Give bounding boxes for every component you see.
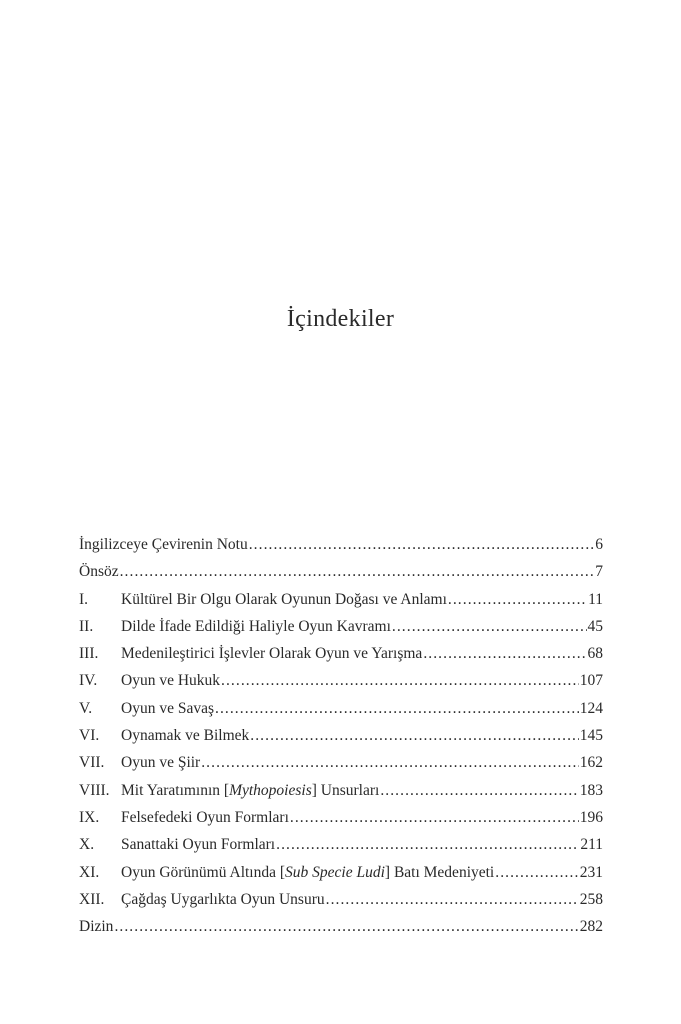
toc-entry-page: 183 bbox=[579, 781, 603, 799]
page-title: İçindekiler bbox=[286, 306, 395, 332]
toc-entry-number: III. bbox=[79, 645, 99, 663]
title-italic-term: Mythopoiesis bbox=[229, 781, 312, 799]
toc-row-chapter-2[interactable] bbox=[79, 613, 603, 640]
toc-entry-page: 196 bbox=[579, 808, 603, 826]
toc-entry-number: V. bbox=[79, 699, 93, 717]
toc-row-chapter-12[interactable] bbox=[79, 886, 603, 913]
toc-entry-title: Felsefedeki Oyun Formları bbox=[121, 808, 289, 826]
toc-entry-title bbox=[121, 777, 379, 804]
toc-entry-title bbox=[121, 859, 494, 886]
dot-leader bbox=[423, 640, 586, 667]
toc-row-chapter-6[interactable] bbox=[79, 722, 603, 749]
title-part: ] Batı Medeniyeti bbox=[384, 863, 495, 881]
toc-entry-page: 124 bbox=[579, 699, 603, 717]
dot-leader bbox=[290, 804, 579, 831]
toc-row-chapter-7[interactable] bbox=[79, 749, 603, 776]
dot-leader bbox=[249, 531, 595, 558]
toc-entry-title: Medenileştirici İşlevler Olarak Oyun ve Yarışma bbox=[121, 645, 423, 663]
dot-leader bbox=[250, 722, 578, 749]
toc-entry-number: VII. bbox=[79, 754, 105, 772]
toc-row-chapter-1[interactable] bbox=[79, 586, 603, 613]
dot-leader bbox=[495, 859, 579, 886]
toc-entry-title: Sanattaki Oyun Formları bbox=[121, 836, 276, 854]
toc-entry-page: 145 bbox=[579, 727, 603, 745]
dot-leader bbox=[276, 831, 579, 858]
toc-entry-page: 68 bbox=[587, 645, 603, 663]
toc-row-chapter-10[interactable] bbox=[79, 831, 603, 858]
toc-entry-title: Çağdaş Uygarlıkta Oyun Unsuru bbox=[121, 890, 325, 908]
toc-entry-page: 211 bbox=[580, 836, 603, 854]
toc-entry-page: 282 bbox=[579, 918, 603, 936]
toc-row-onsoz[interactable] bbox=[79, 558, 603, 585]
toc-entry-title: Önsöz bbox=[79, 563, 119, 581]
toc-entry-page: 6 bbox=[595, 536, 603, 553]
toc-entry-number: VIII. bbox=[79, 781, 110, 799]
dot-leader bbox=[201, 749, 579, 776]
dot-leader bbox=[215, 695, 579, 722]
title-part: Oyun Görünümü Altında [ bbox=[121, 863, 286, 881]
toc-entry-page: 11 bbox=[588, 590, 603, 608]
toc-entry-page: 162 bbox=[579, 754, 603, 772]
toc-entry-number: IV. bbox=[79, 672, 98, 690]
toc-entry-number: XI. bbox=[79, 863, 100, 881]
dot-leader bbox=[114, 913, 578, 940]
toc-entry-number: VI. bbox=[79, 727, 100, 745]
toc-entry-number: II. bbox=[79, 617, 94, 635]
dot-leader bbox=[326, 886, 579, 913]
toc-entry-title: Oyun ve Savaş bbox=[121, 699, 214, 717]
toc-entry-number: X. bbox=[79, 836, 95, 854]
toc-entry-page: 45 bbox=[587, 617, 603, 635]
toc-row-chapter-5[interactable] bbox=[79, 695, 603, 722]
toc-row-chapter-8[interactable] bbox=[79, 777, 603, 804]
dot-leader bbox=[392, 613, 587, 640]
toc-entry-page: 258 bbox=[579, 890, 603, 908]
toc-entry-title: Kültürel Bir Olgu Olarak Oyunun Doğası ve Anlamı bbox=[121, 590, 447, 608]
toc-row-chapter-11[interactable] bbox=[79, 859, 603, 886]
toc-entry-title: Oyun ve Hukuk bbox=[121, 672, 221, 690]
dot-leader bbox=[120, 558, 595, 585]
toc-entry-title: Oynamak ve Bilmek bbox=[121, 727, 250, 745]
toc-row-chapter-3[interactable] bbox=[79, 640, 603, 667]
toc-row-chapter-4[interactable] bbox=[79, 667, 603, 694]
toc-entry-page: 231 bbox=[579, 863, 603, 881]
toc-entry-title: Dizin bbox=[79, 918, 114, 936]
toc-entry-number: IX. bbox=[79, 808, 100, 826]
dot-leader bbox=[448, 586, 587, 613]
dot-leader bbox=[221, 667, 579, 694]
title-part: ] Unsurları bbox=[311, 781, 380, 799]
toc-entry-title: Oyun ve Şiir bbox=[121, 754, 201, 772]
toc-entry-number: XII. bbox=[79, 890, 105, 908]
toc-row-dizin[interactable] bbox=[79, 913, 603, 940]
dot-leader bbox=[380, 777, 578, 804]
title-italic-term: Sub Specie Ludi bbox=[285, 863, 385, 881]
toc-entry-title: İngilizceye Çevirenin Notu bbox=[79, 536, 248, 553]
toc-entry-page: 107 bbox=[579, 672, 603, 690]
toc-entry-number: I. bbox=[79, 590, 89, 608]
toc-row-chapter-9[interactable] bbox=[79, 804, 603, 831]
title-part: Mit Yaratımının [ bbox=[121, 781, 230, 799]
toc-entry-page: 7 bbox=[595, 563, 603, 581]
table-of-contents bbox=[79, 531, 603, 940]
toc-entry-title: Dilde İfade Edildiği Haliyle Oyun Kavramı bbox=[121, 617, 391, 635]
toc-row-ingilizceye[interactable] bbox=[79, 531, 603, 558]
